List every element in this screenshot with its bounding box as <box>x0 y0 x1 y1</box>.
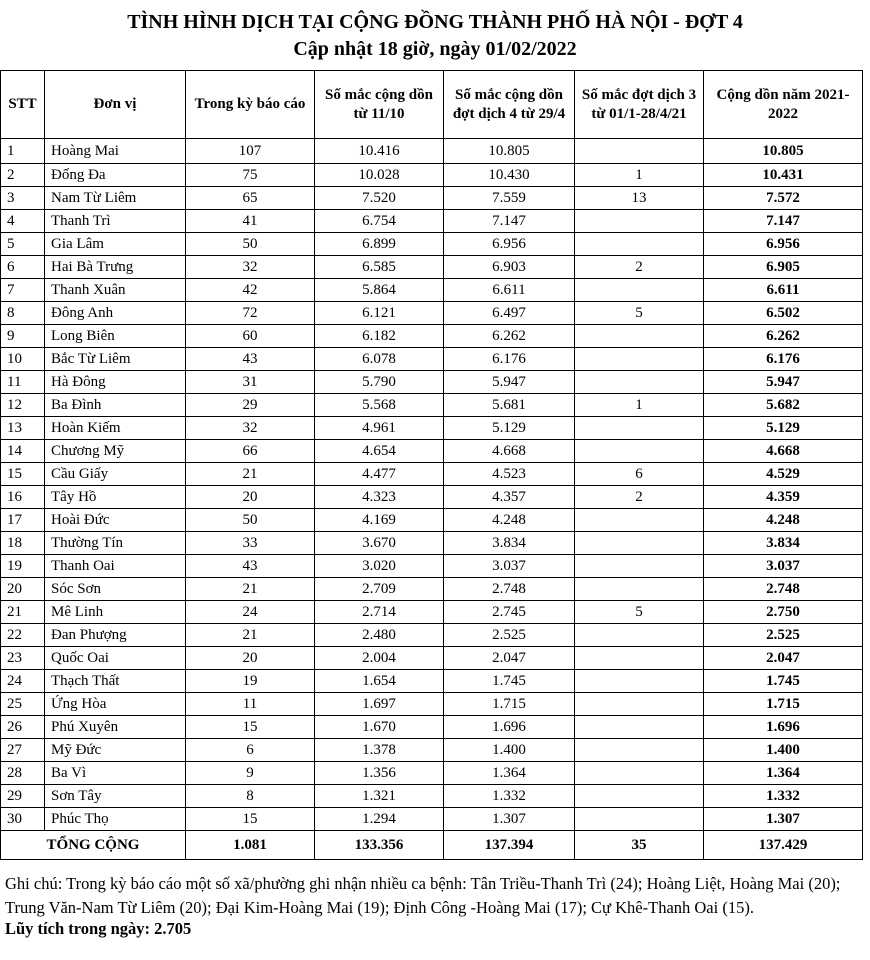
row-wave3: 2 <box>575 256 704 279</box>
row-cumulative-year: 4.359 <box>704 486 863 509</box>
row-unit: Ba Đình <box>45 394 186 417</box>
table-row <box>1 716 863 739</box>
row-period: 19 <box>186 670 315 693</box>
row-cumulative-wave4: 5.129 <box>444 417 575 440</box>
table-row <box>1 463 863 486</box>
total-cell: 133.356 <box>315 831 444 860</box>
row-cumulative-wave4: 1.332 <box>444 785 575 808</box>
row-wave3 <box>575 670 704 693</box>
row-period: 21 <box>186 463 315 486</box>
row-cumulative-year: 1.400 <box>704 739 863 762</box>
row-unit: Long Biên <box>45 325 186 348</box>
row-period: 60 <box>186 325 315 348</box>
row-wave3 <box>575 210 704 233</box>
table-row <box>1 693 863 716</box>
row-stt: 29 <box>1 785 45 808</box>
row-cumulative-year: 2.525 <box>704 624 863 647</box>
row-cumulative-year: 1.332 <box>704 785 863 808</box>
row-unit: Mỹ Đức <box>45 739 186 762</box>
table-row <box>1 601 863 624</box>
header-cumulative-year: Cộng dồn năm 2021-2022 <box>704 71 863 139</box>
footnote: Ghi chú: Trong kỳ báo cáo một số xã/phường ghi nhận nhiều ca bệnh: Tân Triều-Thanh Trì (24); Hoàng Liệt, Hoàng Mai (20); Trung Văn-Nam Từ Liêm (20); Đại Kim-Hoàng Mai (19); Định Công -Hoàng Mai (17); Cự Khê-Thanh Oai (15). <box>5 874 841 917</box>
table-row <box>1 785 863 808</box>
row-stt: 2 <box>1 164 45 187</box>
row-cumulative-year: 6.262 <box>704 325 863 348</box>
row-stt: 20 <box>1 578 45 601</box>
row-unit: Quốc Oai <box>45 647 186 670</box>
row-cumulative-wave4: 6.497 <box>444 302 575 325</box>
row-unit: Ứng Hòa <box>45 693 186 716</box>
table-row <box>1 762 863 785</box>
row-cumulative-year: 5.682 <box>704 394 863 417</box>
row-cumulative-year: 1.715 <box>704 693 863 716</box>
total-cell: 35 <box>575 831 704 860</box>
table-row <box>1 348 863 371</box>
row-wave3 <box>575 785 704 808</box>
row-wave3 <box>575 739 704 762</box>
row-stt: 8 <box>1 302 45 325</box>
row-cumulative-1110: 6.754 <box>315 210 444 233</box>
row-stt: 5 <box>1 233 45 256</box>
row-wave3: 13 <box>575 187 704 210</box>
row-stt: 6 <box>1 256 45 279</box>
daily-cumulative: Lũy tích trong ngày: 2.705 <box>5 919 192 938</box>
row-cumulative-1110: 10.416 <box>315 139 444 164</box>
table-row <box>1 210 863 233</box>
row-cumulative-year: 7.572 <box>704 187 863 210</box>
table-row <box>1 256 863 279</box>
row-cumulative-year: 2.750 <box>704 601 863 624</box>
row-period: 72 <box>186 302 315 325</box>
header-stt: STT <box>1 71 45 139</box>
row-cumulative-wave4: 6.903 <box>444 256 575 279</box>
row-cumulative-wave4: 4.357 <box>444 486 575 509</box>
row-cumulative-wave4: 7.559 <box>444 187 575 210</box>
row-cumulative-1110: 1.670 <box>315 716 444 739</box>
row-wave3 <box>575 716 704 739</box>
row-wave3 <box>575 624 704 647</box>
row-wave3 <box>575 808 704 831</box>
row-unit: Thanh Xuân <box>45 279 186 302</box>
row-period: 9 <box>186 762 315 785</box>
row-period: 50 <box>186 509 315 532</box>
row-unit: Tây Hồ <box>45 486 186 509</box>
row-unit: Hoàn Kiếm <box>45 417 186 440</box>
row-stt: 17 <box>1 509 45 532</box>
row-cumulative-wave4: 1.696 <box>444 716 575 739</box>
row-cumulative-1110: 5.568 <box>315 394 444 417</box>
row-wave3 <box>575 371 704 394</box>
row-unit: Sơn Tây <box>45 785 186 808</box>
row-cumulative-wave4: 10.430 <box>444 164 575 187</box>
row-unit: Chương Mỹ <box>45 440 186 463</box>
total-cell: 1.081 <box>186 831 315 860</box>
table-row <box>1 739 863 762</box>
row-unit: Hà Đông <box>45 371 186 394</box>
row-unit: Mê Linh <box>45 601 186 624</box>
table-row <box>1 394 863 417</box>
row-wave3: 2 <box>575 486 704 509</box>
row-wave3: 5 <box>575 601 704 624</box>
row-cumulative-year: 4.529 <box>704 463 863 486</box>
row-unit: Phúc Thọ <box>45 808 186 831</box>
row-wave3 <box>575 233 704 256</box>
row-cumulative-1110: 1.356 <box>315 762 444 785</box>
row-wave3: 1 <box>575 164 704 187</box>
row-cumulative-wave4: 6.956 <box>444 233 575 256</box>
row-period: 31 <box>186 371 315 394</box>
row-period: 15 <box>186 808 315 831</box>
row-cumulative-1110: 6.585 <box>315 256 444 279</box>
row-cumulative-year: 1.696 <box>704 716 863 739</box>
row-stt: 27 <box>1 739 45 762</box>
row-stt: 3 <box>1 187 45 210</box>
row-period: 42 <box>186 279 315 302</box>
row-cumulative-wave4: 1.715 <box>444 693 575 716</box>
table-row <box>1 578 863 601</box>
row-cumulative-1110: 1.697 <box>315 693 444 716</box>
row-period: 66 <box>186 440 315 463</box>
row-cumulative-wave4: 2.748 <box>444 578 575 601</box>
row-cumulative-wave4: 2.047 <box>444 647 575 670</box>
row-wave3: 5 <box>575 302 704 325</box>
row-period: 20 <box>186 647 315 670</box>
row-period: 32 <box>186 417 315 440</box>
row-cumulative-wave4: 2.525 <box>444 624 575 647</box>
row-unit: Cầu Giấy <box>45 463 186 486</box>
row-cumulative-1110: 6.121 <box>315 302 444 325</box>
row-unit: Hoài Đức <box>45 509 186 532</box>
row-unit: Nam Từ Liêm <box>45 187 186 210</box>
row-wave3 <box>575 279 704 302</box>
row-period: 75 <box>186 164 315 187</box>
row-cumulative-1110: 1.321 <box>315 785 444 808</box>
row-period: 6 <box>186 739 315 762</box>
row-unit: Sóc Sơn <box>45 578 186 601</box>
total-label: TỔNG CỘNG <box>1 831 186 860</box>
row-cumulative-year: 3.037 <box>704 555 863 578</box>
row-cumulative-wave4: 4.248 <box>444 509 575 532</box>
row-stt: 18 <box>1 532 45 555</box>
row-unit: Hai Bà Trưng <box>45 256 186 279</box>
row-period: 50 <box>186 233 315 256</box>
table-row <box>1 325 863 348</box>
row-cumulative-year: 6.502 <box>704 302 863 325</box>
row-wave3 <box>575 555 704 578</box>
row-wave3 <box>575 348 704 371</box>
row-wave3 <box>575 762 704 785</box>
row-cumulative-wave4: 7.147 <box>444 210 575 233</box>
table-body <box>1 139 863 831</box>
row-wave3: 6 <box>575 463 704 486</box>
row-period: 29 <box>186 394 315 417</box>
row-wave3 <box>575 440 704 463</box>
table-row <box>1 302 863 325</box>
table-row <box>1 532 863 555</box>
row-cumulative-1110: 4.654 <box>315 440 444 463</box>
row-period: 20 <box>186 486 315 509</box>
row-wave3 <box>575 139 704 164</box>
table-header-row <box>1 71 863 139</box>
row-stt: 16 <box>1 486 45 509</box>
row-cumulative-1110: 5.864 <box>315 279 444 302</box>
row-cumulative-wave4: 1.364 <box>444 762 575 785</box>
row-cumulative-1110: 1.654 <box>315 670 444 693</box>
row-cumulative-year: 2.047 <box>704 647 863 670</box>
row-unit: Thạch Thất <box>45 670 186 693</box>
table-row <box>1 670 863 693</box>
row-cumulative-1110: 2.480 <box>315 624 444 647</box>
row-wave3 <box>575 693 704 716</box>
total-cell: 137.429 <box>704 831 863 860</box>
row-wave3 <box>575 532 704 555</box>
row-cumulative-year: 6.176 <box>704 348 863 371</box>
row-cumulative-wave4: 5.681 <box>444 394 575 417</box>
row-wave3 <box>575 647 704 670</box>
row-stt: 24 <box>1 670 45 693</box>
row-stt: 7 <box>1 279 45 302</box>
row-cumulative-wave4: 4.523 <box>444 463 575 486</box>
table-row <box>1 555 863 578</box>
row-cumulative-year: 6.611 <box>704 279 863 302</box>
cases-table <box>0 70 863 860</box>
table-row <box>1 486 863 509</box>
row-stt: 21 <box>1 601 45 624</box>
row-cumulative-1110: 2.709 <box>315 578 444 601</box>
row-cumulative-year: 6.956 <box>704 233 863 256</box>
row-cumulative-year: 3.834 <box>704 532 863 555</box>
row-cumulative-1110: 6.182 <box>315 325 444 348</box>
table-row <box>1 417 863 440</box>
row-unit: Đan Phượng <box>45 624 186 647</box>
row-cumulative-year: 4.248 <box>704 509 863 532</box>
row-wave3 <box>575 417 704 440</box>
row-wave3 <box>575 578 704 601</box>
row-cumulative-wave4: 3.037 <box>444 555 575 578</box>
row-stt: 12 <box>1 394 45 417</box>
row-period: 65 <box>186 187 315 210</box>
row-cumulative-1110: 4.169 <box>315 509 444 532</box>
row-period: 32 <box>186 256 315 279</box>
row-stt: 30 <box>1 808 45 831</box>
row-period: 21 <box>186 578 315 601</box>
row-cumulative-year: 1.307 <box>704 808 863 831</box>
page-subtitle: Cập nhật 18 giờ, ngày 01/02/2022 <box>293 38 577 60</box>
row-cumulative-year: 6.905 <box>704 256 863 279</box>
table-row <box>1 233 863 256</box>
row-unit: Bắc Từ Liêm <box>45 348 186 371</box>
row-cumulative-wave4: 1.307 <box>444 808 575 831</box>
row-cumulative-1110: 3.670 <box>315 532 444 555</box>
page-title: TÌNH HÌNH DỊCH TẠI CỘNG ĐỒNG THÀNH PHỐ HÀ NỘI - ĐỢT 4 <box>127 11 743 33</box>
row-unit: Phú Xuyên <box>45 716 186 739</box>
row-cumulative-wave4: 10.805 <box>444 139 575 164</box>
row-stt: 9 <box>1 325 45 348</box>
row-period: 15 <box>186 716 315 739</box>
row-stt: 19 <box>1 555 45 578</box>
row-period: 41 <box>186 210 315 233</box>
row-unit: Đông Anh <box>45 302 186 325</box>
row-cumulative-year: 10.431 <box>704 164 863 187</box>
row-period: 43 <box>186 348 315 371</box>
row-stt: 26 <box>1 716 45 739</box>
row-cumulative-1110: 2.004 <box>315 647 444 670</box>
row-stt: 11 <box>1 371 45 394</box>
row-period: 24 <box>186 601 315 624</box>
row-cumulative-wave4: 3.834 <box>444 532 575 555</box>
row-cumulative-year: 5.129 <box>704 417 863 440</box>
row-unit: Đống Đa <box>45 164 186 187</box>
row-stt: 25 <box>1 693 45 716</box>
table-row <box>1 164 863 187</box>
row-cumulative-wave4: 4.668 <box>444 440 575 463</box>
row-cumulative-year: 7.147 <box>704 210 863 233</box>
row-cumulative-1110: 7.520 <box>315 187 444 210</box>
row-unit: Ba Vì <box>45 762 186 785</box>
table-row <box>1 509 863 532</box>
header-unit: Đơn vị <box>45 71 186 139</box>
table-row <box>1 624 863 647</box>
table-row <box>1 647 863 670</box>
row-stt: 14 <box>1 440 45 463</box>
row-stt: 23 <box>1 647 45 670</box>
table-row <box>1 371 863 394</box>
row-cumulative-wave4: 1.400 <box>444 739 575 762</box>
row-stt: 15 <box>1 463 45 486</box>
row-cumulative-year: 10.805 <box>704 139 863 164</box>
row-cumulative-1110: 3.020 <box>315 555 444 578</box>
row-cumulative-wave4: 1.745 <box>444 670 575 693</box>
row-stt: 28 <box>1 762 45 785</box>
table-row <box>1 139 863 164</box>
header-wave3: Số mắc đợt dịch 3 từ 01/1-28/4/21 <box>575 71 704 139</box>
row-period: 43 <box>186 555 315 578</box>
row-stt: 22 <box>1 624 45 647</box>
row-cumulative-year: 1.364 <box>704 762 863 785</box>
row-cumulative-year: 4.668 <box>704 440 863 463</box>
table-row <box>1 440 863 463</box>
header-cumulative-wave4: Số mắc cộng dồn đợt dịch 4 từ 29/4 <box>444 71 575 139</box>
row-stt: 10 <box>1 348 45 371</box>
row-period: 33 <box>186 532 315 555</box>
row-cumulative-year: 2.748 <box>704 578 863 601</box>
header-period: Trong kỳ báo cáo <box>186 71 315 139</box>
row-cumulative-wave4: 6.176 <box>444 348 575 371</box>
row-cumulative-wave4: 2.745 <box>444 601 575 624</box>
row-cumulative-wave4: 6.262 <box>444 325 575 348</box>
row-cumulative-year: 5.947 <box>704 371 863 394</box>
row-cumulative-1110: 10.028 <box>315 164 444 187</box>
row-unit: Thanh Oai <box>45 555 186 578</box>
row-stt: 1 <box>1 139 45 164</box>
row-cumulative-year: 1.745 <box>704 670 863 693</box>
row-cumulative-1110: 4.323 <box>315 486 444 509</box>
row-cumulative-1110: 4.961 <box>315 417 444 440</box>
row-wave3 <box>575 325 704 348</box>
row-unit: Hoàng Mai <box>45 139 186 164</box>
row-stt: 13 <box>1 417 45 440</box>
row-cumulative-1110: 1.378 <box>315 739 444 762</box>
row-unit: Thanh Trì <box>45 210 186 233</box>
total-cell: 137.394 <box>444 831 575 860</box>
row-period: 21 <box>186 624 315 647</box>
row-period: 8 <box>186 785 315 808</box>
row-cumulative-1110: 4.477 <box>315 463 444 486</box>
row-wave3 <box>575 509 704 532</box>
row-wave3: 1 <box>575 394 704 417</box>
table-row <box>1 279 863 302</box>
row-unit: Gia Lâm <box>45 233 186 256</box>
row-cumulative-1110: 6.899 <box>315 233 444 256</box>
row-cumulative-1110: 5.790 <box>315 371 444 394</box>
row-cumulative-1110: 6.078 <box>315 348 444 371</box>
row-unit: Thường Tín <box>45 532 186 555</box>
row-period: 11 <box>186 693 315 716</box>
row-cumulative-wave4: 6.611 <box>444 279 575 302</box>
row-period: 107 <box>186 139 315 164</box>
table-row <box>1 808 863 831</box>
header-cumulative-1110: Số mắc cộng dồn từ 11/10 <box>315 71 444 139</box>
row-cumulative-1110: 2.714 <box>315 601 444 624</box>
total-row <box>1 831 863 860</box>
row-cumulative-1110: 1.294 <box>315 808 444 831</box>
row-cumulative-wave4: 5.947 <box>444 371 575 394</box>
table-row <box>1 187 863 210</box>
row-stt: 4 <box>1 210 45 233</box>
